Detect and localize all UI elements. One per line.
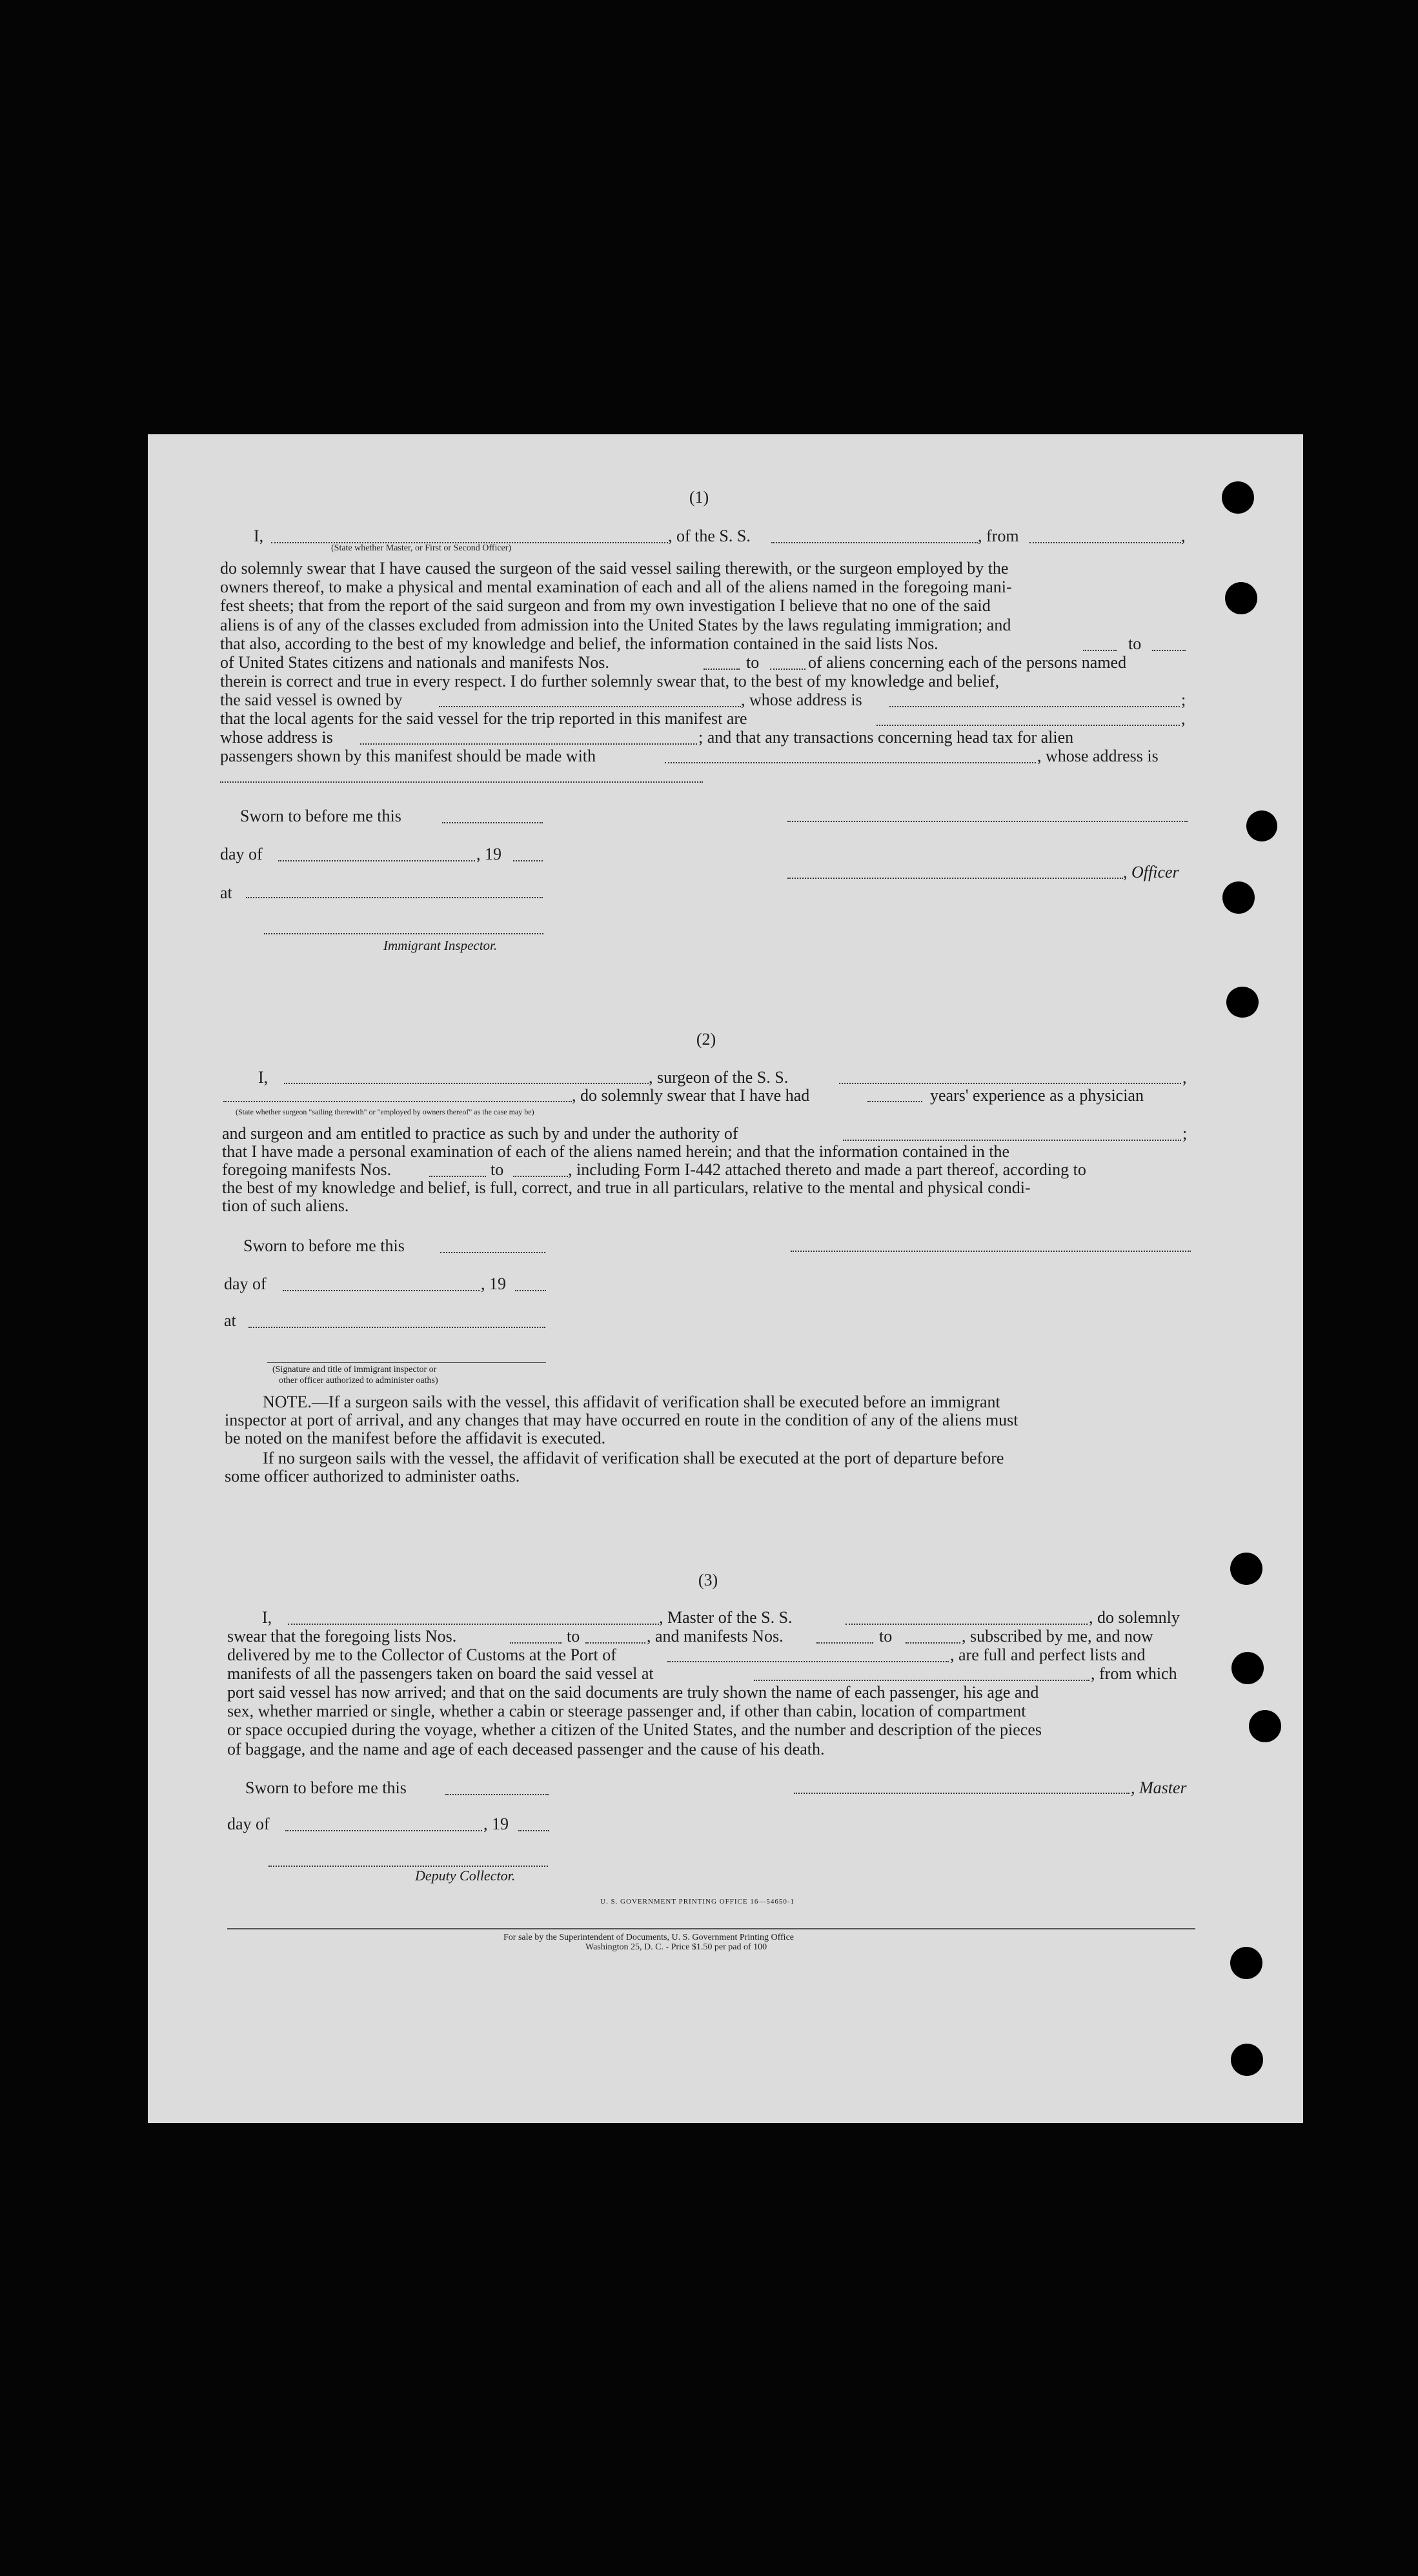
s1-manifests-from-field[interactable] [704,669,740,670]
s1-whose-address: , whose address is [741,690,862,709]
footer-rule [227,1928,1195,1929]
s3-i: I, [262,1608,272,1627]
s3-line: or space occupied during the voyage, whether a citizen of the United States, and the number and description of the pieces [227,1720,1042,1740]
s1-caption: (State whether Master, or First or Second Officer) [331,543,512,553]
s2-tion: tion of such aliens. [222,1196,349,1215]
s1-sworn: Sworn to before me this [240,807,401,825]
s3-subscribed: , subscribed by me, and now [962,1627,1153,1645]
s1-owned-by: the said vessel is owned by [220,690,403,709]
s3-boarded-at-field[interactable] [754,1680,1089,1681]
s2-manifests: foregoing manifests Nos. [222,1160,392,1179]
s3-master [1131,1778,1187,1798]
s2-years-field[interactable] [867,1101,922,1102]
footer-sale-2: Washington 25, D. C. - Price $1.50 per pad of 100 [585,1942,767,1952]
s3-lists: swear that the foregoing lists Nos. [227,1627,457,1645]
punch-hole [1230,1553,1262,1585]
s3-solemnly: , do solemnly [1089,1608,1180,1627]
s2-note-label: NOTE. [263,1393,312,1411]
punch-hole [1222,481,1254,514]
punch-hole [1231,2044,1263,2076]
s3-lists-from-field[interactable] [510,1642,562,1644]
s3-from-which: , from which [1091,1664,1177,1683]
s3-day-field[interactable] [285,1830,482,1831]
s2-authority: and surgeon and am entitled to practice as such by and under the authority of [222,1124,738,1143]
s1-from: , from [978,527,1019,545]
s1-inspector-label: Immigrant Inspector. [383,938,498,953]
s1-year-field[interactable] [513,860,543,861]
footer-sale-1: For sale by the Superintendent of Documents, U. S. Government Printing Office [503,1933,794,1942]
s1-to: to [1128,634,1142,653]
s2-at: at [224,1311,236,1330]
s1-head-tax: ; and that any transactions concerning head tax for alien [698,728,1074,747]
s1-manifests-to-field[interactable] [770,669,805,670]
s3-year-field[interactable] [518,1830,549,1831]
s1-at: at [220,883,232,902]
s2-authority-field[interactable] [843,1140,1181,1141]
s1-semicolon: ; [1181,690,1186,709]
s2-note-line-2: inspector at port of arrival, and any changes that may have occurred en route in the condition of any of the aliens must [225,1411,1018,1429]
section-2-heading: (2) [696,1030,716,1049]
gpo-imprint: U. S. GOVERNMENT PRINTING OFFICE 16—54650-1 [600,1898,795,1906]
s3-to-2: to [879,1627,893,1645]
s2-i: I, [258,1068,268,1087]
s1-made-with-field[interactable] [665,762,1036,763]
s1-line-manifests: of United States citizens and nationals and manifests Nos. [220,653,609,672]
s1-year: , 19 [476,845,501,863]
s3-deputy [415,1866,515,1886]
s1-made-with: passengers shown by this manifest should be made with [220,747,596,765]
s3-master-of: , Master of the S. S. [659,1608,793,1627]
s1-vessel-field[interactable] [771,542,978,543]
s1-lists-from-field[interactable] [1083,650,1117,651]
s1-aliens: of aliens concerning each of the persons named [808,653,1127,672]
s3-sworn-date-field[interactable] [445,1794,549,1795]
s1-inspector-signature-field[interactable] [264,933,543,934]
s1-line-lists: that also, according to the best of my knowledge and belief, the information contained in the said lists Nos. [220,634,938,653]
punch-hole [1231,1652,1264,1684]
s2-at-field[interactable] [248,1327,545,1328]
punch-hole [1230,1947,1262,1979]
s3-day-of: day of [227,1815,270,1833]
s1-officer-label: , Officer [1123,863,1179,881]
s2-end: , [1182,1068,1187,1087]
s3-to: to [567,1627,580,1645]
s2-manifests-from-field[interactable] [429,1176,486,1177]
s1-officer [1123,863,1179,882]
s2-swear: , do solemnly swear that I have had [572,1086,810,1105]
s1-paragraph [220,559,1186,634]
s2-sig-caption-1: (Signature and title of immigrant inspector or [272,1365,437,1374]
s1-line-therein: therein is correct and true in every respect. I do further solemnly swear that, to the best of my knowledge and belief, [220,672,1000,690]
punch-hole [1225,582,1257,614]
s2-sig-caption-2: other officer authorized to administer oaths) [279,1376,438,1385]
s1-agent-address: whose address is [220,728,333,747]
s1-officer-field[interactable] [787,878,1123,879]
s3-line: of baggage, and the name and age of each deceased passenger and the cause of his death. [227,1739,825,1758]
s3-sworn: Sworn to before me this [245,1778,407,1797]
s1-inspector [383,936,497,955]
s3-manifests: , and manifests Nos. [647,1627,784,1645]
s1-day-field[interactable] [278,860,475,861]
s3-line: sex, whether married or single, whether a cabin or steerage passenger and, if other than cabin, location of compartment [227,1702,1026,1721]
punch-hole [1249,1710,1281,1742]
punch-hole [1222,881,1255,914]
s2-note-line-1 [263,1393,1000,1412]
s3-deputy-label: Deputy Collector. [415,1867,516,1884]
s1-agents: that the local agents for the said vessel for the trip reported in this manifest are [220,709,747,728]
s3-name-field[interactable] [288,1624,659,1625]
s1-whose-address-end: , whose address is [1037,747,1159,765]
s3-vessel-field[interactable] [846,1624,1088,1625]
s3-manifests-from-field[interactable] [816,1642,873,1644]
s1-signature-field[interactable] [787,821,1188,822]
s3-paragraph [227,1683,1195,1758]
s2-to: to [491,1160,504,1179]
s3-manifests-to-field[interactable] [906,1642,960,1644]
s3-delivered: delivered by me to the Collector of Customs at the Port of [227,1645,616,1664]
s1-i: I, [254,527,264,545]
s1-end: , [1181,527,1186,545]
s3-taken: manifests of all the passengers taken on board the said vessel at [227,1664,654,1683]
s2-semicolon: ; [1182,1124,1188,1143]
s1-from-field[interactable] [1029,542,1181,543]
s2-sworn: Sworn to before me this [243,1236,405,1255]
s1-of-ss: , of the S. S. [668,527,751,545]
s2-year: , 19 [481,1274,506,1293]
s1-at-field[interactable] [246,897,543,898]
s3-port-field[interactable] [667,1661,949,1662]
s2-surgeon-of: , surgeon of the S. S. [649,1068,789,1087]
s2-note-line-4: If no surgeon sails with the vessel, the affidavit of verification shall be executed at the port of departure before [263,1449,1004,1467]
s2-years: years' experience as a physician [930,1086,1144,1105]
s2-name-field[interactable] [284,1083,649,1084]
s3-master-signature-field[interactable] [794,1793,1129,1794]
s1-day-of: day of [220,845,263,863]
s2-signature-field[interactable] [791,1251,1191,1252]
s1-line: owners thereof, to make a physical and mental examination of each and all of the aliens named in the foregoing mani- [220,578,1012,597]
punch-hole [1246,810,1277,841]
s1-comma: , [1181,709,1186,728]
s2-year-field[interactable] [515,1290,546,1291]
s2-manifests-to-field[interactable] [513,1176,568,1177]
punch-hole [1226,987,1259,1018]
section-3-heading: (3) [698,1571,718,1589]
s2-examination: that I have made a personal examination of each of the aliens named herein; and that the information contained in the [222,1142,1010,1161]
s3-line: port said vessel has now arrived; and that on the said documents are truly shown the name of each passenger, his age and [227,1683,1039,1702]
s3-lists-to-field[interactable] [585,1642,645,1644]
s2-caption: (State whether surgeon "sailing therewith" or "employed by owners thereof" as the case may be) [236,1107,534,1116]
s1-agents-field[interactable] [876,725,1180,726]
s2-day-field[interactable] [283,1290,480,1291]
s3-year: , 19 [483,1815,509,1833]
s2-note-line-3: be noted on the manifest before the affidavit is executed. [225,1429,606,1447]
s1-owner-field[interactable] [439,706,741,707]
s3-full: , are full and perfect lists and [950,1645,1146,1664]
s1-agent-address-field[interactable] [360,743,697,745]
s1-line: fest sheets; that from the report of the said surgeon and from my own investigation I believe that no one of the said [220,596,991,616]
s2-note-text: —If a surgeon sails with the vessel, this affidavit of verification shall be executed before an immigrant [311,1393,1000,1411]
s1-line: do solemnly swear that I have caused the surgeon of the said vessel sailing therewith, or the surgeon employed by the [220,559,1009,578]
s2-note-line-5: some officer authorized to administer oaths. [225,1467,520,1485]
s2-vessel-field[interactable] [839,1083,1181,1084]
s1-to-2: to [746,653,760,672]
s1-owner-address-field[interactable] [889,706,1180,707]
s2-sworn-date-field[interactable] [440,1252,545,1253]
s2-best: the best of my knowledge and belief, is full, correct, and true in all particulars, relative to the mental and physical condi- [222,1178,1031,1197]
s2-including: , including Form I-442 attached thereto and made a part thereof, according to [568,1160,1086,1179]
s1-line: aliens is of any of the classes excluded from admission into the United States by the laws regulating immigration; and [220,615,1011,634]
s1-lists-to-field[interactable] [1152,650,1186,651]
s2-day-of: day of [224,1274,267,1293]
s3-master-label: , Master [1131,1778,1187,1797]
s1-sworn-date-field[interactable] [442,822,543,823]
s1-tax-address-field[interactable] [220,781,703,783]
section-1-heading: (1) [689,488,709,507]
